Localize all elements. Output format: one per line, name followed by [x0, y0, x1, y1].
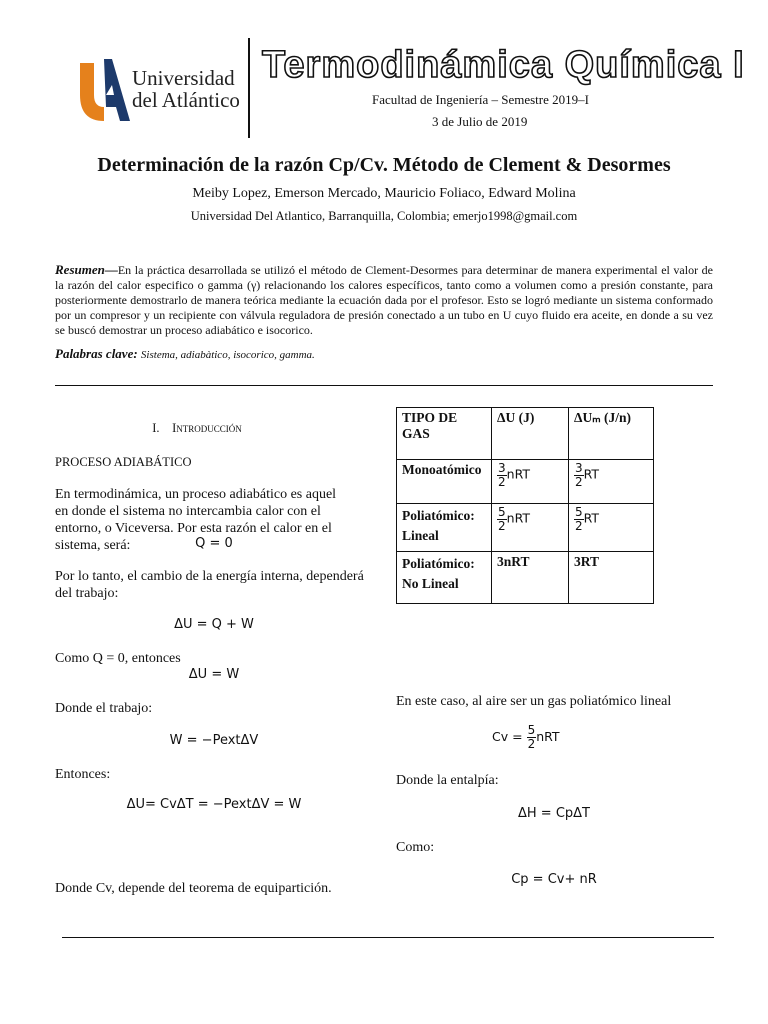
table-cell-du: [492, 460, 569, 504]
unit: nRT: [506, 466, 530, 482]
unit: RT: [583, 466, 600, 482]
keywords-text: Sistema, adiabàtico, isocorico, gamma.: [140, 349, 315, 361]
gas-table: [396, 407, 654, 604]
intro-paragraph-2: Por lo tanto, el cambio de la energía interna, dependerá del trabajo:: [55, 569, 364, 601]
table-cell-type: Poliatómico: No Lineal: [397, 552, 492, 604]
unit: nRT: [536, 729, 560, 745]
fraction-denominator: 2: [575, 475, 583, 489]
table-header-cell: TIPO DE GAS: [397, 408, 492, 460]
table-cell-dum: [569, 460, 654, 504]
logo-university-text-2: del Atlántico: [132, 88, 240, 112]
paper-affiliation: Universidad Del Atlantico, Barranquilla, Colombia; emerjo1998@gmail.com: [190, 209, 578, 223]
abstract-label: Resumen—: [55, 262, 118, 277]
table-cell-dum: [569, 504, 654, 552]
unit: nRT: [506, 510, 530, 526]
fraction: [574, 462, 584, 489]
fraction-denominator: 2: [575, 519, 583, 533]
equation-du-w: ΔU = W: [188, 667, 240, 682]
unit: RT: [583, 510, 600, 526]
right-paragraph-3: Como:: [396, 840, 435, 855]
table-cell-type: Poliatómico: Lineal: [397, 504, 492, 552]
date-line: 3 de Julio de 2019: [432, 114, 528, 129]
section-number: I.: [152, 421, 160, 435]
table-row: [397, 460, 654, 504]
header-divider: [248, 38, 250, 138]
fraction: [527, 724, 537, 751]
table-header-cell: ΔUₘ (J/n): [569, 408, 654, 460]
table-row: [397, 552, 654, 604]
right-paragraph-1: En este caso, al aire ser un gas poliatómico lineal: [396, 694, 672, 709]
fraction-denominator: 2: [498, 519, 506, 533]
subsection-heading: PROCESO ADIABÁTICO: [55, 455, 192, 469]
section-heading: [55, 421, 339, 436]
intro-paragraph-3: Como Q = 0, entonces: [55, 651, 181, 666]
fraction: [574, 506, 584, 533]
paper-title: Determinación de la razón Cp/Cv. Método de Clement & Desormes: [97, 154, 671, 176]
right-paragraph-2: Donde la entalpía:: [396, 773, 499, 788]
logo-university-text-1: Universidad: [132, 66, 235, 90]
fraction-numerator: 5: [498, 505, 506, 519]
intro-paragraph-5: Entonces:: [55, 767, 111, 782]
university-logo-mark: [76, 55, 132, 125]
table-cell-du: 3nRT: [492, 552, 569, 604]
fraction-numerator: 5: [527, 723, 536, 737]
fraction: [497, 506, 507, 533]
section-title: Introducción: [172, 421, 242, 435]
fraction-numerator: 3: [575, 461, 583, 475]
paper-authors: Meiby Lopez, Emerson Mercado, Mauricio Foliaco, Edward Molina: [192, 186, 576, 201]
equation-lhs: Cv =: [492, 729, 523, 745]
fraction: [497, 462, 507, 489]
equation-h: ΔH = CpΔT: [518, 806, 590, 821]
equation-combined: ΔU= CvΔT = −PextΔV = W: [126, 797, 302, 812]
intro-paragraph-4: Donde el trabajo:: [55, 701, 153, 716]
table-header-cell: ΔU (J): [492, 408, 569, 460]
fraction-numerator: 3: [498, 461, 506, 475]
abstract-text: En la práctica desarrollada se utilizó el método de Clement-Desormes para determinar de manera experimental el valor de la razón del calor especifico o gamma (γ) relacionando los calores específicos, tanto como a volumen como a presión constante, para posteriormente demostrarlo de manera teórica mediante la ecuación dada por el profesor. Esto se logró mediante un sistema conformado por un compresor y un recipiente con válvula reguladora de presión conectado a un tubo en U cuyo fluido era aceite, en donde a su vez se buscó demostrar un proceso adiabático e isocorico.: [55, 263, 713, 337]
course-title: Termodinámica Química I: [262, 44, 745, 86]
table-cell-du: [492, 504, 569, 552]
keywords: [55, 346, 315, 362]
keywords-label: Palabras clave:: [55, 346, 138, 361]
equation-cp: Cp = Cv+ nR: [511, 872, 597, 887]
abstract: [55, 262, 713, 338]
equation-w: W = −PextΔV: [169, 733, 259, 748]
fraction-denominator: 2: [527, 737, 536, 751]
intro-paragraph-6: Donde Cv, depende del teorema de equipartición.: [55, 881, 332, 896]
equation-cv: [492, 724, 560, 751]
equation-q: Q = 0: [195, 536, 233, 551]
section-rule-bottom: [62, 937, 714, 938]
equation-du: ΔU = Q + W: [174, 617, 254, 632]
intro-paragraph-1: En termodinámica, un proceso adiabático es aquel en donde el sistema no intercambia calor con el entorno, o Viceversa. Por esta razón el calor en el sistema, será:: [55, 487, 337, 553]
table-cell-dum: 3RT: [569, 552, 654, 604]
section-rule-top: [55, 385, 713, 386]
fraction-denominator: 2: [498, 475, 506, 489]
faculty-line: Facultad de Ingeniería – Semestre 2019–I: [372, 92, 589, 107]
table-row: [397, 504, 654, 552]
table-cell-type: Monoatómico: [397, 460, 492, 504]
table-header-row: [397, 408, 654, 460]
fraction-numerator: 5: [575, 505, 583, 519]
